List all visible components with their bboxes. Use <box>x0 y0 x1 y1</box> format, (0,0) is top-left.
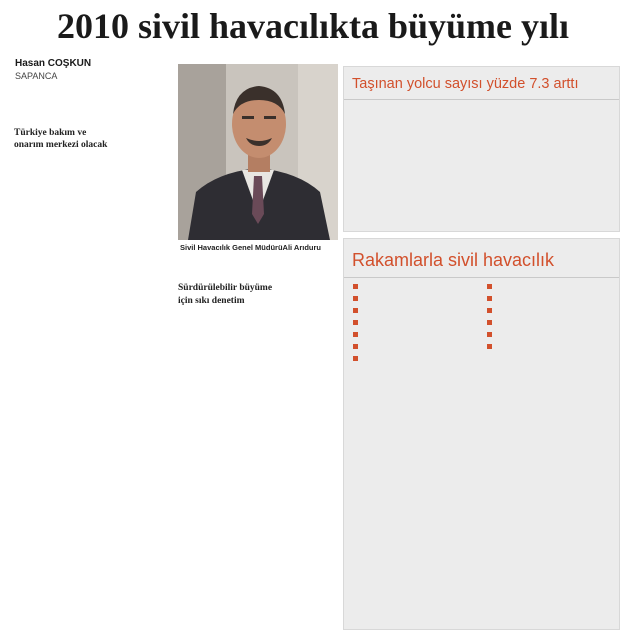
list-item <box>352 281 482 292</box>
article-paragraph <box>14 94 172 106</box>
statistics-title: Rakamlarla sivil havacılık <box>344 239 619 278</box>
list-item <box>486 329 614 340</box>
article-subheading: Sürdürülebilir büyüme <box>178 283 273 294</box>
passenger-growth-text <box>344 100 619 112</box>
headline: 2010 sivil havacılıkta büyüme yılı <box>56 6 570 46</box>
portrait-photo <box>178 64 338 240</box>
article-subheading: için sıkı denetim <box>178 295 245 306</box>
article-subheading: Türkiye bakım ve <box>14 127 87 138</box>
article-paragraph <box>178 262 336 274</box>
byline-author: Hasan COŞKUN <box>15 58 92 69</box>
list-item <box>486 317 614 328</box>
article-paragraph <box>14 106 172 118</box>
list-item <box>486 305 614 316</box>
list-item <box>352 353 482 364</box>
statistics-box <box>343 238 620 630</box>
list-item <box>352 293 482 304</box>
passenger-growth-box <box>343 66 620 232</box>
article-column-1 <box>14 94 172 634</box>
byline-location: SAPANCA <box>15 71 58 81</box>
list-item <box>352 317 482 328</box>
article-paragraph <box>178 307 336 319</box>
list-item <box>352 305 482 316</box>
list-item <box>486 281 614 292</box>
list-item <box>352 341 482 352</box>
list-item <box>486 293 614 304</box>
statistics-list-left <box>352 281 482 365</box>
statistics-list-right <box>486 281 614 353</box>
passenger-growth-title: Taşınan yolcu sayısı yüzde 7.3 arttı <box>344 67 619 100</box>
article-paragraph <box>14 152 172 164</box>
list-item <box>486 341 614 352</box>
article-column-2 <box>178 262 336 634</box>
article-subheading: onarım merkezi olacak <box>14 140 108 151</box>
photo-caption: Sivil Havacılık Genel MüdürüAli Arıduru <box>180 243 322 252</box>
list-item <box>352 329 482 340</box>
